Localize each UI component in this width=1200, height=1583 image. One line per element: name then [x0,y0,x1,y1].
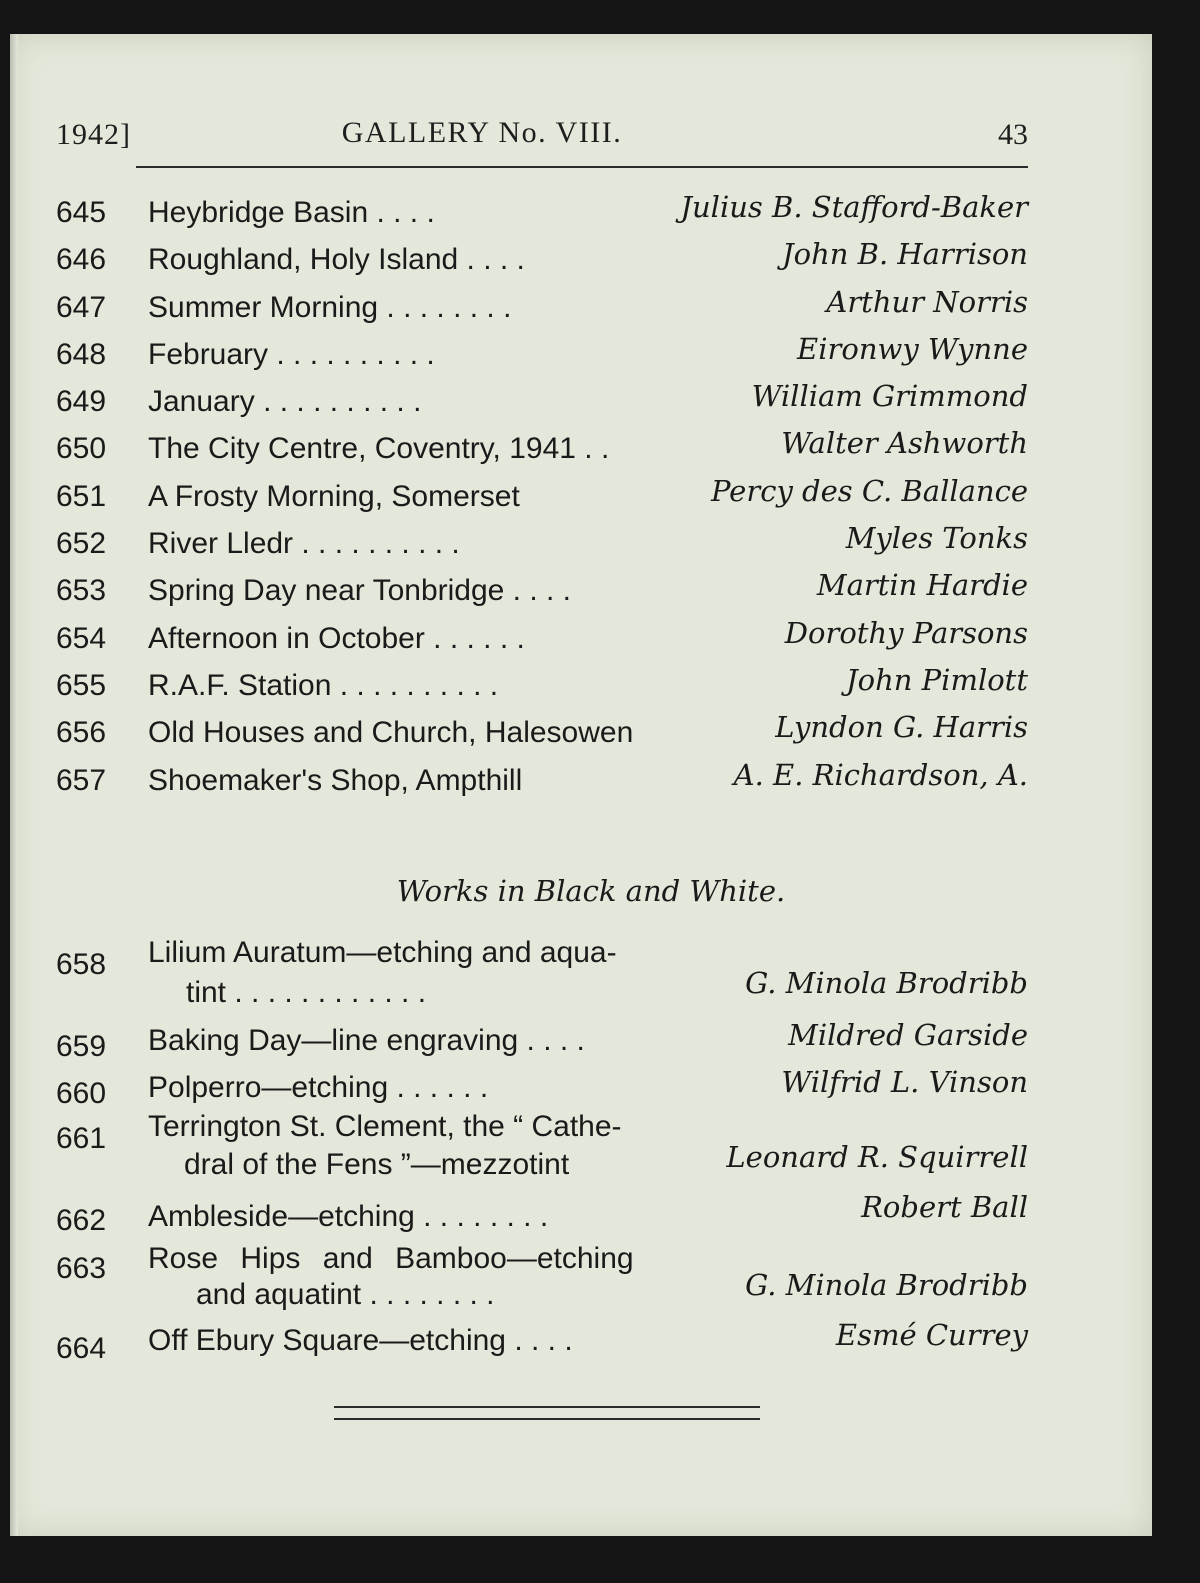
entry-artist: Mildred Garside [788,1018,1028,1052]
entry-artist: Percy des C. Ballance [710,473,1028,508]
page-number: 43 [998,118,1028,151]
entry-title-line-1: Rose Hips and Bamboo—etching [148,1242,634,1275]
entry-title: Spring Day near Tonbridge . . . . [148,574,572,608]
entry-number: 664 [56,1332,107,1365]
entry-artist: Leonard R. Squirrell [726,1140,1028,1174]
list-item [56,1108,1036,1190]
entry-artist: Dorothy Parsons [784,615,1028,650]
list-item [56,186,1036,233]
entry-artist: John Pimlott [846,662,1028,697]
header-rule [136,166,1028,168]
list-item [56,517,1036,564]
entry-title: Roughland, Holy Island . . . . [148,243,525,277]
entry-artist: William Grimmond [751,379,1028,414]
running-header [56,118,1028,162]
entry-number: 651 [56,479,107,513]
entry-artist: Lyndon G. Harris [775,710,1028,745]
entry-number: 658 [56,948,107,981]
entry-artist: John B. Harrison [781,237,1028,272]
entry-artist: Walter Ashworth [781,426,1028,461]
entry-artist: Arthur Norris [826,284,1028,319]
entry-number: 649 [56,385,107,419]
page-edge-shadow [10,34,18,1536]
entry-title-line-2: tint . . . . . . . . . . . . [186,976,427,1009]
entry-artist: Myles Tonks [845,521,1028,556]
entry-list [56,186,1036,801]
list-item [56,1016,1036,1063]
list-item [56,1190,1036,1238]
entry-number: 650 [56,432,107,466]
entry-number: 648 [56,337,107,371]
entry-title: Old Houses and Church, Halesowen [148,716,634,750]
entry-number: 654 [56,621,107,655]
entry-artist: G. Minola Brodribb [745,1268,1028,1302]
catalogue-page [10,34,1152,1536]
entry-title-line-1: Baking Day—line engraving . . . . [148,1024,585,1057]
entry-title-line-2: and aquatint . . . . . . . . [196,1278,495,1311]
entry-number: 652 [56,527,107,561]
list-item [56,754,1036,801]
list-item [56,1318,1036,1366]
entry-artist: Robert Ball [861,1190,1028,1224]
entry-title: Summer Morning . . . . . . . . [148,290,512,324]
list-item [56,470,1036,517]
entry-title-line-1: Polperro—etching . . . . . . [148,1071,489,1104]
header-title: GALLERY No. VIII. [341,116,623,149]
entry-artist: Eironwy Wynne [797,331,1028,366]
list-item [56,281,1036,328]
list-item [56,422,1036,469]
entry-artist: Wilfrid L. Vinson [781,1065,1028,1099]
entry-artist: A. E. Richardson, A. [733,757,1028,792]
list-item [56,375,1036,422]
entry-number: 663 [56,1252,107,1285]
entry-title: R.A.F. Station . . . . . . . . . . [148,668,499,702]
entry-title: Afternoon in October . . . . . . [148,621,525,655]
entry-number: 653 [56,574,107,608]
entry-title: January . . . . . . . . . . [148,385,422,419]
entry-number: 662 [56,1204,107,1237]
black-and-white-list [56,934,1036,1366]
entry-artist: Esmé Currey [835,1318,1028,1352]
entry-title: Heybridge Basin . . . . [148,196,435,229]
list-item [56,612,1036,659]
entry-title: A Frosty Morning, Somerset [148,479,520,513]
entry-number: 661 [56,1122,107,1155]
entry-number: 660 [56,1077,107,1110]
entry-title-line-1: Lilium Auratum—etching and aqua- [148,936,617,969]
entry-number: 659 [56,1030,107,1063]
list-item [56,233,1036,280]
list-item [56,706,1036,753]
header-year: 1942] [56,118,131,151]
entry-artist: Martin Hardie [816,568,1028,603]
entry-number: 645 [56,196,107,229]
entry-number: 647 [56,290,107,324]
closing-double-rule [334,1406,760,1420]
list-item [56,934,1036,1016]
list-item [56,1238,1036,1318]
list-item [56,1063,1036,1108]
entry-artist: G. Minola Brodribb [745,966,1028,1000]
entry-number: 656 [56,716,107,750]
entry-title-line-1: Ambleside—etching . . . . . . . . [148,1200,549,1233]
entry-title: River Lledr . . . . . . . . . . [148,527,460,561]
list-item [56,328,1036,375]
entry-number: 646 [56,243,107,277]
list-item [56,659,1036,706]
entry-title: The City Centre, Coventry, 1941 . . [148,432,610,466]
entry-number: 655 [56,668,107,702]
entry-artist: Julius B. Stafford-Baker [680,190,1028,224]
entry-title-line-1: Terrington St. Clement, the “ Cathe- [148,1110,622,1143]
entry-title-line-2: dral of the Fens ”—mezzotint [184,1148,570,1181]
entry-number: 657 [56,763,107,797]
entry-title-line-1: Off Ebury Square—etching . . . . [148,1324,573,1357]
entry-title: February . . . . . . . . . . [148,337,435,371]
list-item [56,564,1036,611]
entry-title: Shoemaker's Shop, Ampthill [148,763,523,797]
section-heading: Works in Black and White. [396,874,786,908]
